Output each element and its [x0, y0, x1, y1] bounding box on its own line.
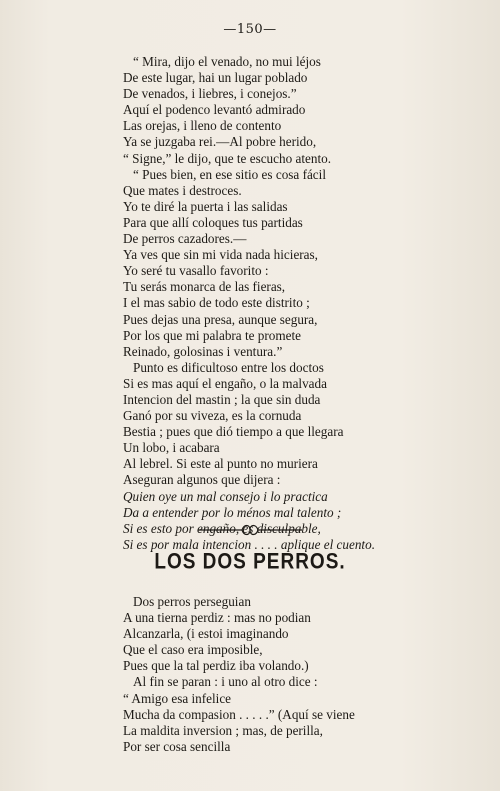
poem-line: Al fin se paran : i uno al otro dice : — [133, 674, 318, 690]
poem-line: Si es mas aquí el engaño, o la malvada — [123, 375, 327, 391]
poem-line: Dos perros perseguian — [133, 594, 251, 609]
poem-line: Ya se juzgaba rei.—Al pobre herido, — [123, 134, 317, 150]
section-divider-ornament — [196, 524, 304, 536]
poem-line: Da a entender por lo ménos mal talento ; — [123, 504, 342, 520]
poem-line: Por los que mi palabra te promete — [123, 327, 301, 343]
poem-line: “ Pues bien, en ese sitio es cosa fácil — [133, 166, 326, 182]
poem-stanza-venado — [123, 54, 483, 553]
poem-line: I el mas sabio de todo este distrito ; — [123, 295, 310, 311]
poem-line: Que el caso era imposible, — [123, 642, 263, 658]
poem-line: Yo seré tu vasallo favorito : — [123, 263, 269, 279]
poem-line: De perros cazadores.— — [123, 231, 247, 247]
poem-line: Yo te diré la puerta i las salidas — [123, 198, 288, 214]
poem-line: “ Signe,” le dijo, que te escucho atento. — [123, 150, 331, 166]
poem-line: Alcanzarla, (i estoi imaginando — [123, 626, 289, 642]
poem-line: Reinado, golosinas i ventura.” — [123, 343, 283, 359]
poem-line: Al lebrel. Si este al punto no muriera — [123, 456, 318, 472]
poem-line: Quien oye un mal consejo i lo practica — [123, 488, 328, 504]
poem-line: Aseguran algunos que dijera : — [123, 472, 281, 488]
poem-line: Para que allí coloques tus partidas — [123, 214, 303, 230]
poem-line: Por ser cosa sencilla — [123, 738, 231, 754]
poem-line: Mucha da compasion . . . . .” (Aquí se viene — [123, 706, 355, 722]
poem-line: A una tierna perdiz : mas no podian — [123, 610, 311, 626]
poem-line: Tu serás monarca de las fieras, — [123, 279, 286, 295]
poem-line: Pues dejas una presa, aunque segura, — [123, 311, 318, 327]
poem-line: “ Amigo esa infelice — [123, 690, 232, 706]
poem-line: Las orejas, i lleno de contento — [123, 118, 282, 134]
poem-line: De venados, i liebres, i conejos.” — [123, 86, 297, 102]
poem-line: Ya ves que sin mi vida nada hicieras, — [123, 247, 318, 263]
poem-line: Intencion del mastin ; la que sin duda — [123, 391, 321, 407]
poem-line: De este lugar, hai un lugar poblado — [123, 70, 308, 86]
poem-line: Que mates i destroces. — [123, 182, 242, 198]
page-number: —150— — [223, 22, 277, 37]
poem-line: Si es por mala intencion . . . . aplique el cuento. — [123, 536, 375, 552]
poem-line: Punto es dificultoso entre los doctos — [133, 359, 324, 375]
poem-title: LOS DOS PERROS. — [154, 550, 346, 575]
poem-stanza-dos-perros — [123, 594, 483, 755]
poem-line: La maldita inversion ; mas, de perilla, — [123, 722, 323, 738]
poem-line: Aquí el podenco levantó admirado — [123, 102, 306, 118]
poem-line: “ Mira, dijo el venado, no mui léjos — [133, 54, 321, 69]
poem-line: Si es esto por engaño, es disculpable, — [123, 520, 321, 536]
poem-line: Bestia ; pues que dió tiempo a que llegara — [123, 424, 344, 440]
poem-line: Ganó por su viveza, es la cornuda — [123, 408, 302, 424]
poem-line: Un lobo, i acabara — [123, 440, 220, 456]
poem-line: Pues que la tal perdiz iba volando.) — [123, 658, 309, 674]
